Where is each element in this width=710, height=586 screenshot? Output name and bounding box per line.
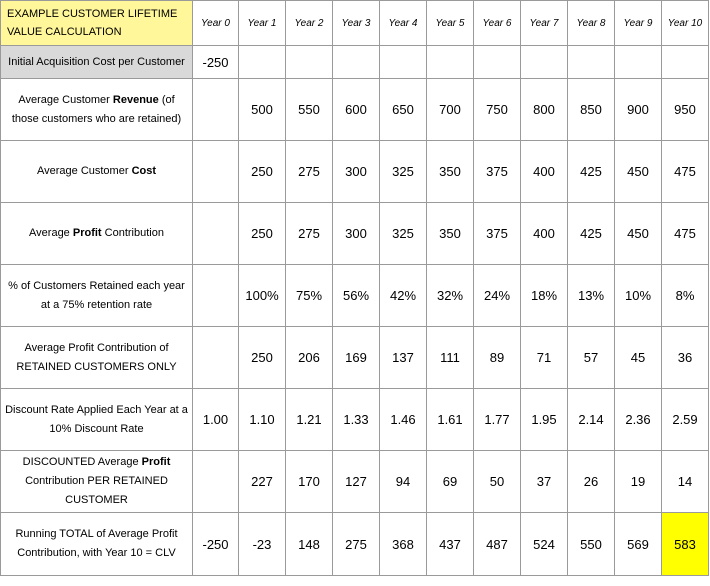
value-cell bbox=[333, 46, 380, 79]
value-cell: 8% bbox=[662, 265, 709, 327]
value-cell: 475 bbox=[662, 141, 709, 203]
row-label-text: Contribution PER RETAINED CUSTOMER bbox=[25, 475, 168, 506]
row-label-text: Average Profit Contribution of RETAINED CUSTOMERS ONLY bbox=[16, 341, 177, 373]
value-cell: 1.21 bbox=[286, 389, 333, 451]
row-label-text: Average bbox=[29, 227, 73, 239]
value-cell bbox=[239, 46, 286, 79]
value-cell: -23 bbox=[239, 513, 286, 576]
value-cell: 69 bbox=[427, 451, 474, 513]
row-label-text: Initial Acquisition Cost per Customer bbox=[8, 55, 185, 68]
value-cell: 36 bbox=[662, 327, 709, 389]
value-cell: 2.14 bbox=[568, 389, 615, 451]
value-cell: -250 bbox=[193, 46, 239, 79]
value-cell bbox=[474, 46, 521, 79]
value-cell: 18% bbox=[521, 265, 568, 327]
value-cell: 26 bbox=[568, 451, 615, 513]
row-label-emphasis: Revenue bbox=[112, 93, 159, 106]
value-cell: -250 bbox=[193, 513, 239, 576]
row-label bbox=[1, 451, 193, 513]
value-cell: 94 bbox=[380, 451, 427, 513]
value-cell: 75% bbox=[286, 265, 333, 327]
value-cell: 569 bbox=[615, 513, 662, 576]
row-label bbox=[1, 389, 193, 451]
value-cell: 45 bbox=[615, 327, 662, 389]
value-cell: 250 bbox=[239, 203, 286, 265]
value-cell: 50 bbox=[474, 451, 521, 513]
value-cell: 524 bbox=[521, 513, 568, 576]
value-cell: 800 bbox=[521, 79, 568, 141]
value-cell: 19 bbox=[615, 451, 662, 513]
year-header: Year 0 bbox=[193, 1, 239, 46]
row-label bbox=[1, 265, 193, 327]
value-cell: 400 bbox=[521, 203, 568, 265]
value-cell: 170 bbox=[286, 451, 333, 513]
value-cell: 750 bbox=[474, 79, 521, 141]
value-cell bbox=[427, 46, 474, 79]
value-cell: 450 bbox=[615, 203, 662, 265]
value-cell bbox=[193, 141, 239, 203]
row-label bbox=[1, 203, 193, 265]
table-row bbox=[1, 513, 709, 576]
value-cell: 850 bbox=[568, 79, 615, 141]
value-cell: 100% bbox=[239, 265, 286, 327]
value-cell: 127 bbox=[333, 451, 380, 513]
value-cell: 1.77 bbox=[474, 389, 521, 451]
value-cell: 550 bbox=[286, 79, 333, 141]
value-cell: 250 bbox=[239, 141, 286, 203]
table-row bbox=[1, 451, 709, 513]
value-cell: 375 bbox=[474, 141, 521, 203]
value-cell bbox=[521, 46, 568, 79]
value-cell: 89 bbox=[474, 327, 521, 389]
table-row bbox=[1, 265, 709, 327]
table-row bbox=[1, 141, 709, 203]
value-cell: 250 bbox=[239, 327, 286, 389]
value-cell bbox=[615, 46, 662, 79]
value-cell: 24% bbox=[474, 265, 521, 327]
value-cell: 275 bbox=[333, 513, 380, 576]
value-cell: 10% bbox=[615, 265, 662, 327]
value-cell: 500 bbox=[239, 79, 286, 141]
year-header: Year 4 bbox=[380, 1, 427, 46]
row-label-text: (of those customers who are retained) bbox=[11, 93, 182, 125]
value-cell: 437 bbox=[427, 513, 474, 576]
value-cell: 375 bbox=[474, 203, 521, 265]
value-cell: 400 bbox=[521, 141, 568, 203]
table-row bbox=[1, 389, 709, 451]
value-cell bbox=[193, 203, 239, 265]
value-cell: 42% bbox=[380, 265, 427, 327]
table-row bbox=[1, 79, 709, 141]
row-label bbox=[1, 513, 193, 576]
year-header: Year 6 bbox=[474, 1, 521, 46]
value-cell: 111 bbox=[427, 327, 474, 389]
row-label-emphasis: Profit bbox=[141, 456, 171, 468]
row-label-text: Discount Rate Applied Each Year at a 10% Discount Rate bbox=[5, 403, 188, 435]
value-cell bbox=[286, 46, 333, 79]
value-cell: 2.59 bbox=[662, 389, 709, 451]
row-label-text: Running TOTAL of Average Profit Contribution, with Year 10 = CLV bbox=[15, 528, 178, 559]
value-cell: 56% bbox=[333, 265, 380, 327]
value-cell: 368 bbox=[380, 513, 427, 576]
value-cell: 275 bbox=[286, 203, 333, 265]
value-cell: 137 bbox=[380, 327, 427, 389]
value-cell: 1.33 bbox=[333, 389, 380, 451]
value-cell: 325 bbox=[380, 141, 427, 203]
value-cell: 350 bbox=[427, 203, 474, 265]
row-label bbox=[1, 327, 193, 389]
value-cell bbox=[662, 46, 709, 79]
year-header: Year 8 bbox=[568, 1, 615, 46]
value-cell: 450 bbox=[615, 141, 662, 203]
value-cell: 487 bbox=[474, 513, 521, 576]
value-cell: 325 bbox=[380, 203, 427, 265]
value-cell bbox=[193, 451, 239, 513]
row-label-text: Average Customer bbox=[36, 165, 132, 177]
row-label bbox=[1, 79, 193, 141]
value-cell: 650 bbox=[380, 79, 427, 141]
value-cell: 950 bbox=[662, 79, 709, 141]
value-cell bbox=[193, 265, 239, 327]
value-cell: 475 bbox=[662, 203, 709, 265]
year-header: Year 7 bbox=[521, 1, 568, 46]
value-cell: 14 bbox=[662, 451, 709, 513]
value-cell: 57 bbox=[568, 327, 615, 389]
year-header: Year 5 bbox=[427, 1, 474, 46]
value-cell: 425 bbox=[568, 203, 615, 265]
value-cell: 300 bbox=[333, 203, 380, 265]
value-cell: 71 bbox=[521, 327, 568, 389]
year-header: Year 9 bbox=[615, 1, 662, 46]
row-label-text: % of Customers Retained each year at a 75% retention rate bbox=[8, 279, 185, 311]
header-row bbox=[1, 1, 709, 46]
value-cell: 32% bbox=[427, 265, 474, 327]
row-label bbox=[1, 46, 193, 79]
table-row bbox=[1, 327, 709, 389]
value-cell: 1.10 bbox=[239, 389, 286, 451]
value-cell bbox=[568, 46, 615, 79]
row-label-emphasis: Profit bbox=[72, 227, 102, 239]
table-row bbox=[1, 46, 709, 79]
value-cell: 206 bbox=[286, 327, 333, 389]
value-cell: 148 bbox=[286, 513, 333, 576]
clv-result-cell: 583 bbox=[662, 513, 709, 576]
value-cell bbox=[193, 79, 239, 141]
value-cell: 227 bbox=[239, 451, 286, 513]
value-cell: 169 bbox=[333, 327, 380, 389]
value-cell: 1.61 bbox=[427, 389, 474, 451]
year-header: Year 1 bbox=[239, 1, 286, 46]
year-header: Year 10 bbox=[662, 1, 709, 46]
value-cell bbox=[193, 327, 239, 389]
value-cell: 550 bbox=[568, 513, 615, 576]
value-cell: 1.95 bbox=[521, 389, 568, 451]
value-cell: 700 bbox=[427, 79, 474, 141]
row-label bbox=[1, 141, 193, 203]
year-header: Year 3 bbox=[333, 1, 380, 46]
table-body bbox=[1, 46, 709, 576]
row-label-emphasis: Cost bbox=[131, 165, 157, 177]
value-cell: 13% bbox=[568, 265, 615, 327]
value-cell: 600 bbox=[333, 79, 380, 141]
value-cell: 37 bbox=[521, 451, 568, 513]
row-label-text: Average Customer bbox=[18, 93, 113, 106]
value-cell: 1.00 bbox=[193, 389, 239, 451]
value-cell: 900 bbox=[615, 79, 662, 141]
value-cell: 350 bbox=[427, 141, 474, 203]
row-label-text: Contribution bbox=[101, 227, 164, 239]
value-cell: 275 bbox=[286, 141, 333, 203]
value-cell: 425 bbox=[568, 141, 615, 203]
value-cell: 1.46 bbox=[380, 389, 427, 451]
value-cell: 2.36 bbox=[615, 389, 662, 451]
table-title: EXAMPLE CUSTOMER LIFETIME VALUE CALCULATION bbox=[1, 1, 193, 46]
value-cell: 300 bbox=[333, 141, 380, 203]
table-row bbox=[1, 203, 709, 265]
value-cell bbox=[380, 46, 427, 79]
year-header: Year 2 bbox=[286, 1, 333, 46]
row-label-text: DISCOUNTED Average bbox=[22, 456, 142, 468]
